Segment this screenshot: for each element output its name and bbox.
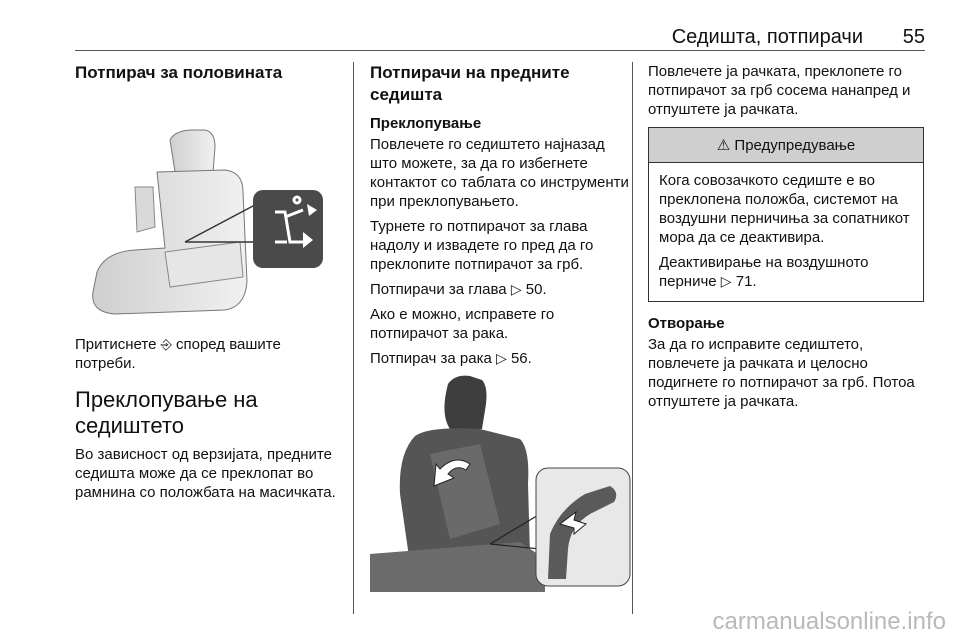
seat-lever-illustration <box>370 374 632 597</box>
paragraph-1: Повлечете го седиштето најназад што можете, за да го избегнете контактот со таблата со инструменти при преклопувањето. <box>370 136 629 210</box>
page-header <box>75 26 925 51</box>
ref-page[interactable]: 56. <box>510 350 532 367</box>
ref-page[interactable]: 50. <box>525 281 547 298</box>
armrest-paragraph <box>75 335 337 373</box>
section-title: Седишта, потпирачи <box>671 26 863 48</box>
paragraph-2: Турнете го потпирачот за глава надолу и извадете го пред да го преклопите потпирачот за грб. <box>370 218 594 273</box>
page-number: 55 <box>902 26 925 48</box>
paragraph-3 <box>370 280 632 299</box>
armrest-text-a: Притиснете <box>75 336 157 353</box>
warning-ref-page[interactable]: 71. <box>735 273 757 290</box>
paragraph-lever: Повлечете ја рачката, преклопете го потпирачот за грб сосема нанапред и отпуштете ја рачката. <box>648 63 911 118</box>
column-divider <box>353 62 354 614</box>
paragraph-5 <box>370 349 632 368</box>
warning-box <box>648 127 924 302</box>
column-1 <box>75 62 337 508</box>
heading-armrest: Потпирач за половината <box>75 63 283 82</box>
warning-ref-text: Деактивирање на воздушното перниче <box>659 254 869 290</box>
paragraph-opening: За да го исправите седиштето, повлечете ја рачката и целосно подигнете го потпирачот за грб. Потоа отпуштете ја рачката. <box>648 336 915 410</box>
ref-text: Потпирачи за глава <box>370 281 511 298</box>
paragraph-4: Ако е можно, исправете го потпирачот за рака. <box>370 306 555 342</box>
warning-title: Предупредување <box>734 137 856 154</box>
page-reference-triangle-icon: ▷ <box>720 273 732 289</box>
folding-paragraph: Во зависност од верзијата, предните седишта може да се преклопат во рамнина со положбата на масичката. <box>75 446 336 501</box>
subheading-folding: Преклопување <box>370 115 482 132</box>
heading-front-backrest: Потпирачи на предните седишта <box>370 63 570 104</box>
column-2 <box>370 62 632 597</box>
warning-paragraph-2 <box>659 253 913 291</box>
warning-paragraph-1: Кога совозачкото седиште е во преклопена положба, системот на воздушни перничиња за сопатникот мора да се деактивира. <box>659 172 910 246</box>
watermark: carmanualsonline.info <box>712 608 946 635</box>
warning-triangle-icon: ⚠ <box>716 137 731 154</box>
warning-header <box>649 128 923 163</box>
seat-armrest-icon: ⎆ <box>160 336 172 352</box>
seat-armrest-illustration <box>75 92 337 327</box>
armrest-text-b: според вашите потреби. <box>75 336 281 372</box>
column-3 <box>648 62 928 417</box>
subheading-opening: Отворање <box>648 315 725 332</box>
page-reference-triangle-icon: ▷ <box>510 281 522 297</box>
page-reference-triangle-icon: ▷ <box>495 350 507 366</box>
warning-body <box>649 163 923 301</box>
heading-folding-seat: Преклопување на седиштето <box>75 387 258 438</box>
column-divider <box>632 62 633 614</box>
ref-text: Потпирач за рака <box>370 350 496 367</box>
